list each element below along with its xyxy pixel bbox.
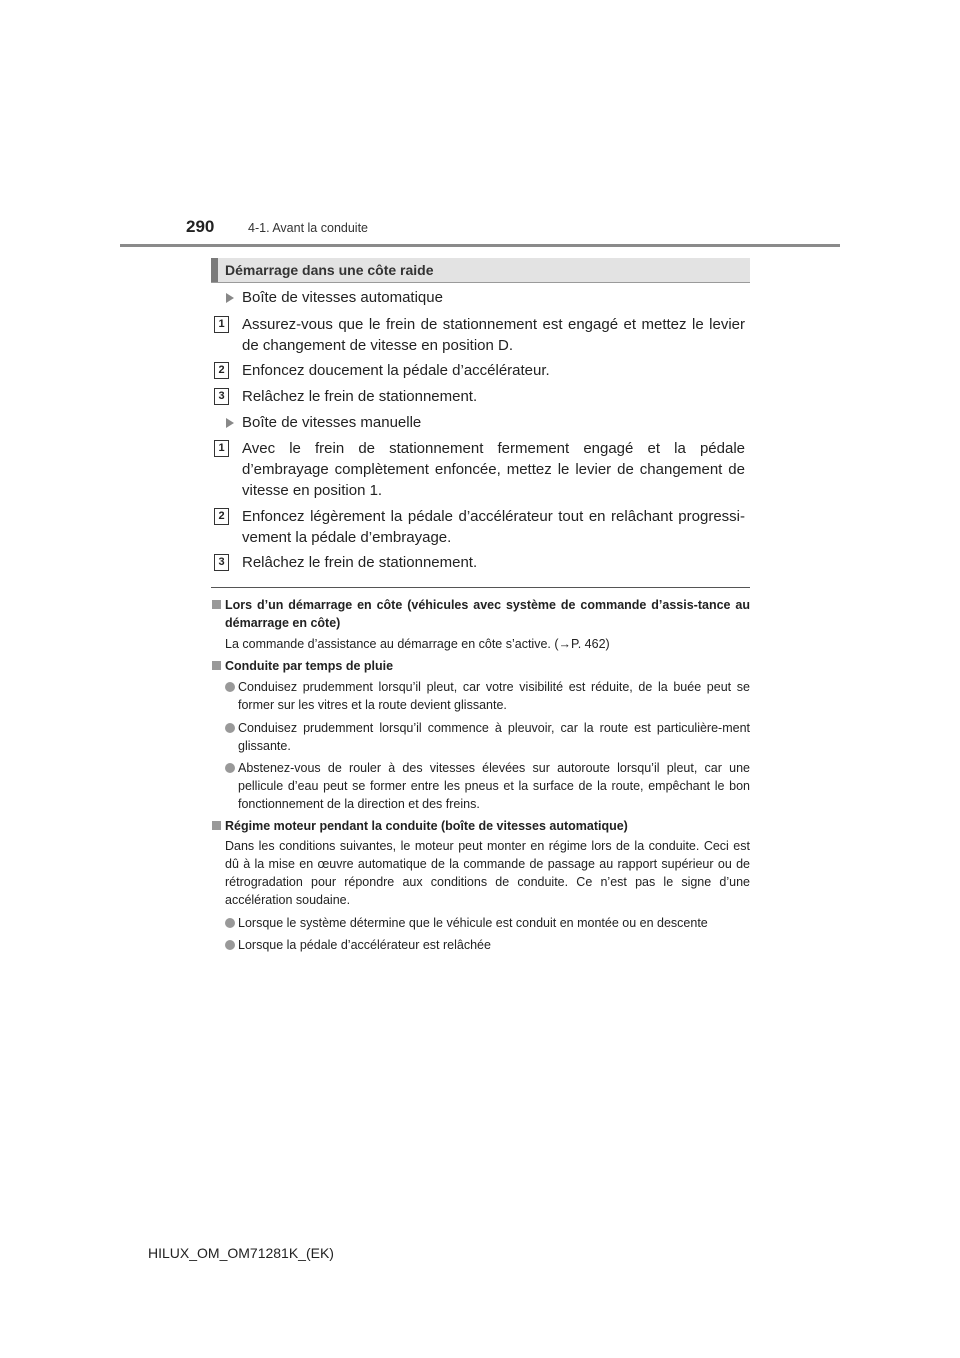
- note-heading-text: Conduite par temps de pluie: [225, 659, 394, 673]
- document-code: HILUX_OM_OM71281K_(EK): [148, 1245, 334, 1261]
- step-text: Relâchez le frein de stationnement.: [242, 388, 478, 405]
- step: [218, 552, 745, 573]
- square-bullet-icon: [212, 600, 221, 609]
- step-number: 2: [214, 508, 229, 525]
- bullet-text: Conduisez prudemment lorsqu’il pleut, car votre visibilité est réduite, de la buée peut se former sur les vitres et la route devient glissante.: [238, 680, 750, 712]
- step-text: Enfoncez légèrement la pédale d’accélérateur tout en relâchant progressi-vement la pédale d’embrayage.: [242, 508, 745, 546]
- step: [218, 506, 745, 548]
- circle-bullet-icon: [225, 918, 235, 928]
- note-heading-text: Régime moteur pendant la conduite (boîte de vitesses automatique): [225, 819, 628, 833]
- circle-bullet-icon: [225, 723, 235, 733]
- header-divider: [120, 244, 840, 247]
- step-number: 1: [214, 316, 229, 333]
- circle-bullet-icon: [225, 763, 235, 773]
- page-number: 290: [186, 217, 215, 236]
- step-number: 1: [214, 440, 229, 457]
- step-text: Assurez-vous que le frein de stationnement est engagé et mettez le levier de changement de vitesse en position D.: [242, 316, 745, 354]
- section-title: Démarrage dans une côte raide: [225, 262, 434, 278]
- step-text: Enfoncez doucement la pédale d’accélérateur.: [242, 362, 550, 379]
- note-heading-text: Lors d’un démarrage en côte (véhicules avec système de commande d’assis-tance au démarrage en côte): [225, 598, 750, 630]
- bullet-text: Lorsque le système détermine que le véhicule est conduit en montée ou en descente: [238, 916, 708, 930]
- note-text: Dans les conditions suivantes, le moteur peut monter en régime lors de la conduite. Ceci est dû à la mise en œuvre automatique de la commande de passage au rapport supérieur ou de rétrogradation pour répondre aux conditions de conduite. Ce n’est pas le signe d’une accélération soudaine.: [225, 839, 750, 907]
- bullet-text: Lorsque la pédale d’accélérateur est relâchée: [238, 938, 491, 952]
- step: [218, 438, 745, 501]
- step-number: 2: [214, 362, 229, 379]
- note-bullet: [238, 719, 750, 755]
- notes-divider: [211, 587, 750, 588]
- step-text: Avec le frein de stationnement fermement engagé et la pédale d’embrayage complètement enfoncée, mettez le levier de changement de vitesse en position 1.: [242, 440, 745, 499]
- subheading-automatic: [242, 287, 745, 308]
- note-bullet: [238, 914, 750, 932]
- step: [218, 314, 745, 356]
- step: [218, 386, 745, 407]
- triangle-icon: [226, 293, 234, 303]
- circle-bullet-icon: [225, 682, 235, 692]
- subheading-text: Boîte de vitesses automatique: [242, 289, 443, 306]
- note-text: La commande d’assistance au démarrage en côte s’active. (→P. 462): [225, 637, 610, 651]
- note-bullet: [238, 759, 750, 813]
- note-heading: [225, 817, 750, 835]
- section-heading: [211, 258, 750, 283]
- step-text: Relâchez le frein de stationnement.: [242, 554, 478, 571]
- section-bar: [211, 258, 218, 282]
- step: [218, 360, 745, 381]
- subheading-text: Boîte de vitesses manuelle: [242, 414, 422, 431]
- triangle-icon: [226, 418, 234, 428]
- step-number: 3: [214, 388, 229, 405]
- chapter-title: 4-1. Avant la conduite: [248, 221, 368, 235]
- note-heading: [225, 657, 750, 675]
- note-heading: [225, 596, 750, 632]
- square-bullet-icon: [212, 821, 221, 830]
- step-number: 3: [214, 554, 229, 571]
- square-bullet-icon: [212, 661, 221, 670]
- bullet-text: Conduisez prudemment lorsqu’il commence à pleuvoir, car la route est particulière-ment glissante.: [238, 721, 750, 753]
- bullet-text: Abstenez-vous de rouler à des vitesses élevées sur autoroute lorsqu’il pleut, car une pellicule d’eau peut se former entre les pneus et la surface de la route, empêchant le bon fonctionnement de la direction et des freins.: [238, 761, 750, 811]
- note-bullet: [238, 678, 750, 714]
- circle-bullet-icon: [225, 940, 235, 950]
- note-bullet: [238, 936, 750, 954]
- subheading-manual: [242, 412, 745, 433]
